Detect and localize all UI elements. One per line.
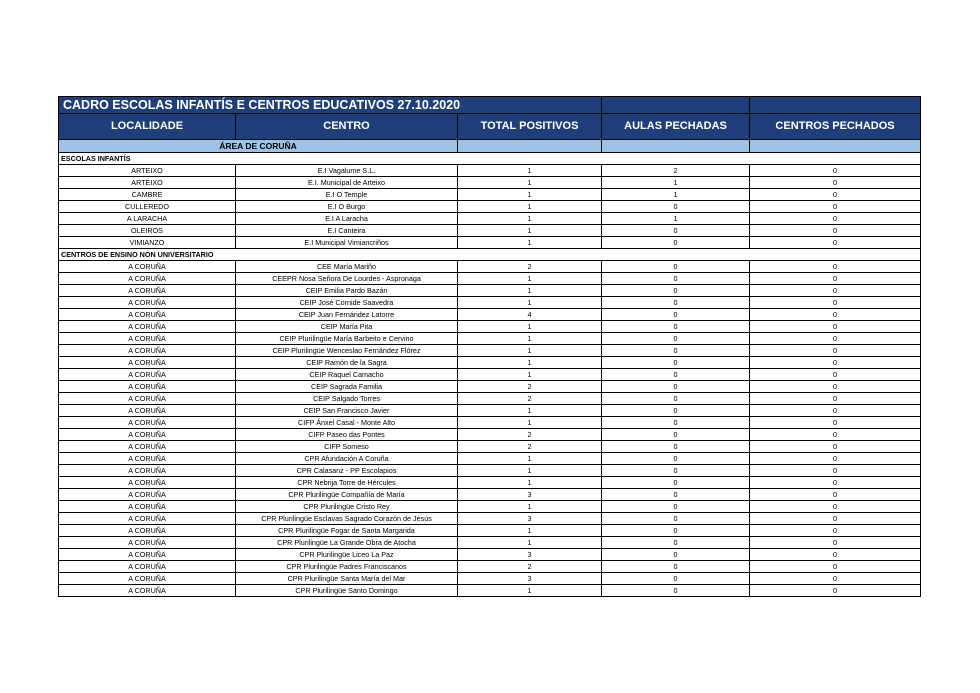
cell-aulas-pechadas: 0: [602, 225, 750, 237]
cell-total-positivos: 1: [458, 321, 602, 333]
cell-localidade: A CORUÑA: [59, 393, 236, 405]
table-row: [59, 405, 921, 417]
cell-centro: CEIP Plurilingüe María Barbeito e Cervino: [236, 333, 458, 345]
cell-total-positivos: 1: [458, 237, 602, 249]
cell-centro: E.I. Municipal de Arteixo: [236, 177, 458, 189]
cell-aulas-pechadas: 0: [602, 261, 750, 273]
cell-aulas-pechadas: 0: [602, 561, 750, 573]
cell-localidade: A CORUÑA: [59, 585, 236, 597]
cell-total-positivos: 1: [458, 177, 602, 189]
cell-aulas-pechadas: 0: [602, 549, 750, 561]
title-blank-cell: [750, 97, 921, 114]
cell-total-positivos: 1: [458, 465, 602, 477]
cell-centro: CPR Plurilingüe Liceo La Paz: [236, 549, 458, 561]
cell-centro: CEIP Emilia Pardo Bazán: [236, 285, 458, 297]
cell-aulas-pechadas: 0: [602, 573, 750, 585]
cell-total-positivos: 1: [458, 585, 602, 597]
cell-localidade: A CORUÑA: [59, 429, 236, 441]
cell-centros-pechados: 0: [750, 417, 921, 429]
cell-centros-pechados: 0: [750, 489, 921, 501]
table-row: [59, 165, 921, 177]
cell-localidade: ARTEIXO: [59, 177, 236, 189]
cell-aulas-pechadas: 0: [602, 585, 750, 597]
cell-aulas-pechadas: 1: [602, 177, 750, 189]
cell-centros-pechados: 0: [750, 573, 921, 585]
cell-aulas-pechadas: 0: [602, 201, 750, 213]
cell-total-positivos: 1: [458, 369, 602, 381]
cell-total-positivos: 2: [458, 441, 602, 453]
cell-aulas-pechadas: 0: [602, 513, 750, 525]
cell-localidade: A CORUÑA: [59, 501, 236, 513]
cell-aulas-pechadas: 0: [602, 477, 750, 489]
table-row: [59, 285, 921, 297]
section-label: CENTROS DE ENSINO NON UNIVERSITARIO: [59, 249, 921, 261]
cell-aulas-pechadas: 0: [602, 237, 750, 249]
header-aulas-pechadas: AULAS PECHADAS: [602, 114, 750, 140]
cell-aulas-pechadas: 0: [602, 417, 750, 429]
section-label: ESCOLAS INFANTÍS: [59, 153, 921, 165]
cell-centro: CEIP San Francisco Javier: [236, 405, 458, 417]
cell-localidade: A CORUÑA: [59, 573, 236, 585]
area-label: ÁREA DE CORUÑA: [59, 140, 458, 153]
data-table: [58, 96, 921, 597]
cell-aulas-pechadas: 1: [602, 213, 750, 225]
header-row: [59, 114, 921, 140]
cell-centros-pechados: 0: [750, 165, 921, 177]
table-row: [59, 261, 921, 273]
cell-centro: E.I Vagalume S.L.: [236, 165, 458, 177]
cell-aulas-pechadas: 0: [602, 297, 750, 309]
cell-aulas-pechadas: 0: [602, 321, 750, 333]
table-row: [59, 357, 921, 369]
cell-centro: CEIP Ramón de la Sagra: [236, 357, 458, 369]
cell-centros-pechados: 0: [750, 261, 921, 273]
table-row: [59, 309, 921, 321]
cell-localidade: A CORUÑA: [59, 477, 236, 489]
cell-localidade: A CORUÑA: [59, 345, 236, 357]
table-row: [59, 501, 921, 513]
table-row: [59, 525, 921, 537]
table-row: [59, 381, 921, 393]
cell-centro: CPR Nebrija Torre de Hércules: [236, 477, 458, 489]
cell-aulas-pechadas: 0: [602, 405, 750, 417]
cell-total-positivos: 1: [458, 477, 602, 489]
cell-centro: E.I A Laracha: [236, 213, 458, 225]
cell-localidade: A CORUÑA: [59, 417, 236, 429]
cell-centros-pechados: 0: [750, 585, 921, 597]
cell-centros-pechados: 0: [750, 453, 921, 465]
table-row: [59, 333, 921, 345]
cell-centros-pechados: 0: [750, 465, 921, 477]
cell-centros-pechados: 0: [750, 477, 921, 489]
cell-centros-pechados: 0: [750, 525, 921, 537]
cell-localidade: A CORUÑA: [59, 537, 236, 549]
cell-localidade: A CORUÑA: [59, 357, 236, 369]
cell-aulas-pechadas: 0: [602, 273, 750, 285]
cell-centros-pechados: 0: [750, 561, 921, 573]
header-localidade: LOCALIDADE: [59, 114, 236, 140]
cell-total-positivos: 1: [458, 405, 602, 417]
cell-localidade: A CORUÑA: [59, 465, 236, 477]
cell-total-positivos: 2: [458, 561, 602, 573]
cell-aulas-pechadas: 0: [602, 537, 750, 549]
cell-aulas-pechadas: 0: [602, 393, 750, 405]
cell-centros-pechados: 0: [750, 189, 921, 201]
cell-aulas-pechadas: 0: [602, 465, 750, 477]
cell-aulas-pechadas: 0: [602, 381, 750, 393]
table-row: [59, 465, 921, 477]
table-row: [59, 477, 921, 489]
cell-total-positivos: 2: [458, 429, 602, 441]
table-row: [59, 213, 921, 225]
cell-localidade: CAMBRE: [59, 189, 236, 201]
section-row: [59, 249, 921, 261]
header-centros-pechados: CENTROS PECHADOS: [750, 114, 921, 140]
cell-aulas-pechadas: 0: [602, 345, 750, 357]
cell-total-positivos: 3: [458, 573, 602, 585]
cell-total-positivos: 1: [458, 333, 602, 345]
cell-total-positivos: 1: [458, 345, 602, 357]
table-row: [59, 561, 921, 573]
cell-centros-pechados: 0: [750, 357, 921, 369]
cell-centros-pechados: 0: [750, 369, 921, 381]
cell-centros-pechados: 0: [750, 177, 921, 189]
cell-total-positivos: 2: [458, 261, 602, 273]
area-blank-cell: [602, 140, 750, 153]
table-row: [59, 489, 921, 501]
table-row: [59, 189, 921, 201]
table-row: [59, 321, 921, 333]
table-row: [59, 297, 921, 309]
cell-centro: CPR Calasanz - PP Escolapios: [236, 465, 458, 477]
cell-centros-pechados: 0: [750, 393, 921, 405]
cell-centro: CIFP Someso: [236, 441, 458, 453]
table-row: [59, 537, 921, 549]
cell-localidade: ARTEIXO: [59, 165, 236, 177]
cell-centros-pechados: 0: [750, 333, 921, 345]
cell-aulas-pechadas: 0: [602, 357, 750, 369]
table-row: [59, 273, 921, 285]
cell-centros-pechados: 0: [750, 273, 921, 285]
cell-centro: E.I O Temple: [236, 189, 458, 201]
cell-localidade: A CORUÑA: [59, 321, 236, 333]
cell-aulas-pechadas: 0: [602, 333, 750, 345]
cell-localidade: A CORUÑA: [59, 369, 236, 381]
cell-localidade: A CORUÑA: [59, 333, 236, 345]
cell-total-positivos: 1: [458, 189, 602, 201]
cell-aulas-pechadas: 0: [602, 369, 750, 381]
cell-centro: CEIP Salgado Torres: [236, 393, 458, 405]
cell-centros-pechados: 0: [750, 237, 921, 249]
cell-centro: E.I Canteira: [236, 225, 458, 237]
title-blank-cell: [602, 97, 750, 114]
table-row: [59, 453, 921, 465]
cell-total-positivos: 1: [458, 273, 602, 285]
cell-centro: CPR Afundación A Coruña: [236, 453, 458, 465]
area-blank-cell: [458, 140, 602, 153]
table-row: [59, 429, 921, 441]
cell-localidade: A CORUÑA: [59, 561, 236, 573]
cell-centro: CIFP Ánxel Casal - Monte Alto: [236, 417, 458, 429]
table-row: [59, 237, 921, 249]
cell-centro: CPR Plurilingüe La Grande Obra de Atocha: [236, 537, 458, 549]
cell-localidade: A CORUÑA: [59, 297, 236, 309]
cell-localidade: A CORUÑA: [59, 489, 236, 501]
cell-aulas-pechadas: 1: [602, 189, 750, 201]
table-row: [59, 549, 921, 561]
cell-centros-pechados: 0: [750, 405, 921, 417]
cell-centros-pechados: 0: [750, 321, 921, 333]
cell-total-positivos: 3: [458, 549, 602, 561]
table-row: [59, 393, 921, 405]
cell-centro: CEIP José Cornide Saavedra: [236, 297, 458, 309]
cell-total-positivos: 1: [458, 165, 602, 177]
cell-total-positivos: 1: [458, 537, 602, 549]
cell-localidade: A CORUÑA: [59, 525, 236, 537]
cell-centro: CEE María Mariño: [236, 261, 458, 273]
cell-centro: E.I Municipal Vimiancriños: [236, 237, 458, 249]
sheet-title: CADRO ESCOLAS INFANTÍS E CENTROS EDUCATIVOS 27.10.2020: [59, 97, 602, 114]
cell-total-positivos: 2: [458, 381, 602, 393]
cell-localidade: A CORUÑA: [59, 285, 236, 297]
cell-localidade: A CORUÑA: [59, 309, 236, 321]
cell-centro: CEIP María Pita: [236, 321, 458, 333]
cell-centros-pechados: 0: [750, 225, 921, 237]
cell-centro: CPR Plurilingüe Esclavas Sagrado Corazón de Jesús: [236, 513, 458, 525]
cell-total-positivos: 4: [458, 309, 602, 321]
cell-centros-pechados: 0: [750, 549, 921, 561]
table-row: [59, 369, 921, 381]
cell-aulas-pechadas: 0: [602, 501, 750, 513]
cell-total-positivos: 1: [458, 213, 602, 225]
cell-aulas-pechadas: 0: [602, 525, 750, 537]
cell-localidade: A CORUÑA: [59, 513, 236, 525]
table-row: [59, 225, 921, 237]
cell-centros-pechados: 0: [750, 513, 921, 525]
cell-total-positivos: 1: [458, 453, 602, 465]
cell-aulas-pechadas: 2: [602, 165, 750, 177]
cell-total-positivos: 3: [458, 513, 602, 525]
cell-localidade: CULLEREDO: [59, 201, 236, 213]
cell-centro: CEIP Plurilingüe Wenceslao Fernández Flórez: [236, 345, 458, 357]
cell-centro: CPR Plurilingüe Cristo Rey: [236, 501, 458, 513]
cell-centros-pechados: 0: [750, 297, 921, 309]
cell-total-positivos: 1: [458, 285, 602, 297]
cell-total-positivos: 1: [458, 501, 602, 513]
cell-aulas-pechadas: 0: [602, 441, 750, 453]
table-row: [59, 177, 921, 189]
cell-localidade: A LARACHA: [59, 213, 236, 225]
cell-centros-pechados: 0: [750, 429, 921, 441]
cell-centro: CEEPR Nosa Señora De Lourdes - Aspronaga: [236, 273, 458, 285]
cell-centro: CPR Plurilingüe Santo Domingo: [236, 585, 458, 597]
cell-aulas-pechadas: 0: [602, 309, 750, 321]
cell-centros-pechados: 0: [750, 201, 921, 213]
cell-centros-pechados: 0: [750, 309, 921, 321]
cell-centro: CEIP Sagrada Familia: [236, 381, 458, 393]
header-centro: CENTRO: [236, 114, 458, 140]
title-row: [59, 97, 921, 114]
cell-total-positivos: 1: [458, 297, 602, 309]
cell-centros-pechados: 0: [750, 285, 921, 297]
cell-centros-pechados: 0: [750, 441, 921, 453]
cell-localidade: A CORUÑA: [59, 261, 236, 273]
table-row: [59, 513, 921, 525]
spreadsheet: [58, 96, 920, 597]
cell-centro: CIFP Paseo das Pontes: [236, 429, 458, 441]
cell-total-positivos: 2: [458, 393, 602, 405]
cell-centros-pechados: 0: [750, 501, 921, 513]
cell-total-positivos: 1: [458, 225, 602, 237]
cell-centros-pechados: 0: [750, 213, 921, 225]
cell-centro: CEIP Raquel Camacho: [236, 369, 458, 381]
cell-total-positivos: 1: [458, 201, 602, 213]
cell-centros-pechados: 0: [750, 381, 921, 393]
cell-total-positivos: 1: [458, 417, 602, 429]
cell-centro: CPR Plurilingüe Fogar de Santa Margarida: [236, 525, 458, 537]
cell-total-positivos: 1: [458, 357, 602, 369]
table-row: [59, 585, 921, 597]
table-row: [59, 573, 921, 585]
header-total-positivos: TOTAL POSITIVOS: [458, 114, 602, 140]
cell-total-positivos: 3: [458, 489, 602, 501]
cell-localidade: A CORUÑA: [59, 273, 236, 285]
table-row: [59, 441, 921, 453]
cell-centro: CPR Plurilingüe Santa María del Mar: [236, 573, 458, 585]
cell-aulas-pechadas: 0: [602, 489, 750, 501]
cell-centro: CPR Plurilingüe Padres Franciscanos: [236, 561, 458, 573]
section-row: [59, 153, 921, 165]
cell-aulas-pechadas: 0: [602, 429, 750, 441]
area-row: [59, 140, 921, 153]
cell-total-positivos: 1: [458, 525, 602, 537]
cell-localidade: A CORUÑA: [59, 405, 236, 417]
cell-centros-pechados: 0: [750, 537, 921, 549]
cell-centro: CEIP Juan Fernández Latorre: [236, 309, 458, 321]
table-row: [59, 417, 921, 429]
cell-centros-pechados: 0: [750, 345, 921, 357]
table-row: [59, 201, 921, 213]
cell-localidade: VIMIANZO: [59, 237, 236, 249]
table-row: [59, 345, 921, 357]
cell-centro: E.I O Burgo: [236, 201, 458, 213]
cell-aulas-pechadas: 0: [602, 453, 750, 465]
cell-localidade: A CORUÑA: [59, 453, 236, 465]
cell-localidade: OLEIROS: [59, 225, 236, 237]
cell-aulas-pechadas: 0: [602, 285, 750, 297]
area-blank-cell: [750, 140, 921, 153]
cell-localidade: A CORUÑA: [59, 549, 236, 561]
cell-centro: CPR Plurilingüe Compañía de María: [236, 489, 458, 501]
cell-localidade: A CORUÑA: [59, 381, 236, 393]
cell-localidade: A CORUÑA: [59, 441, 236, 453]
